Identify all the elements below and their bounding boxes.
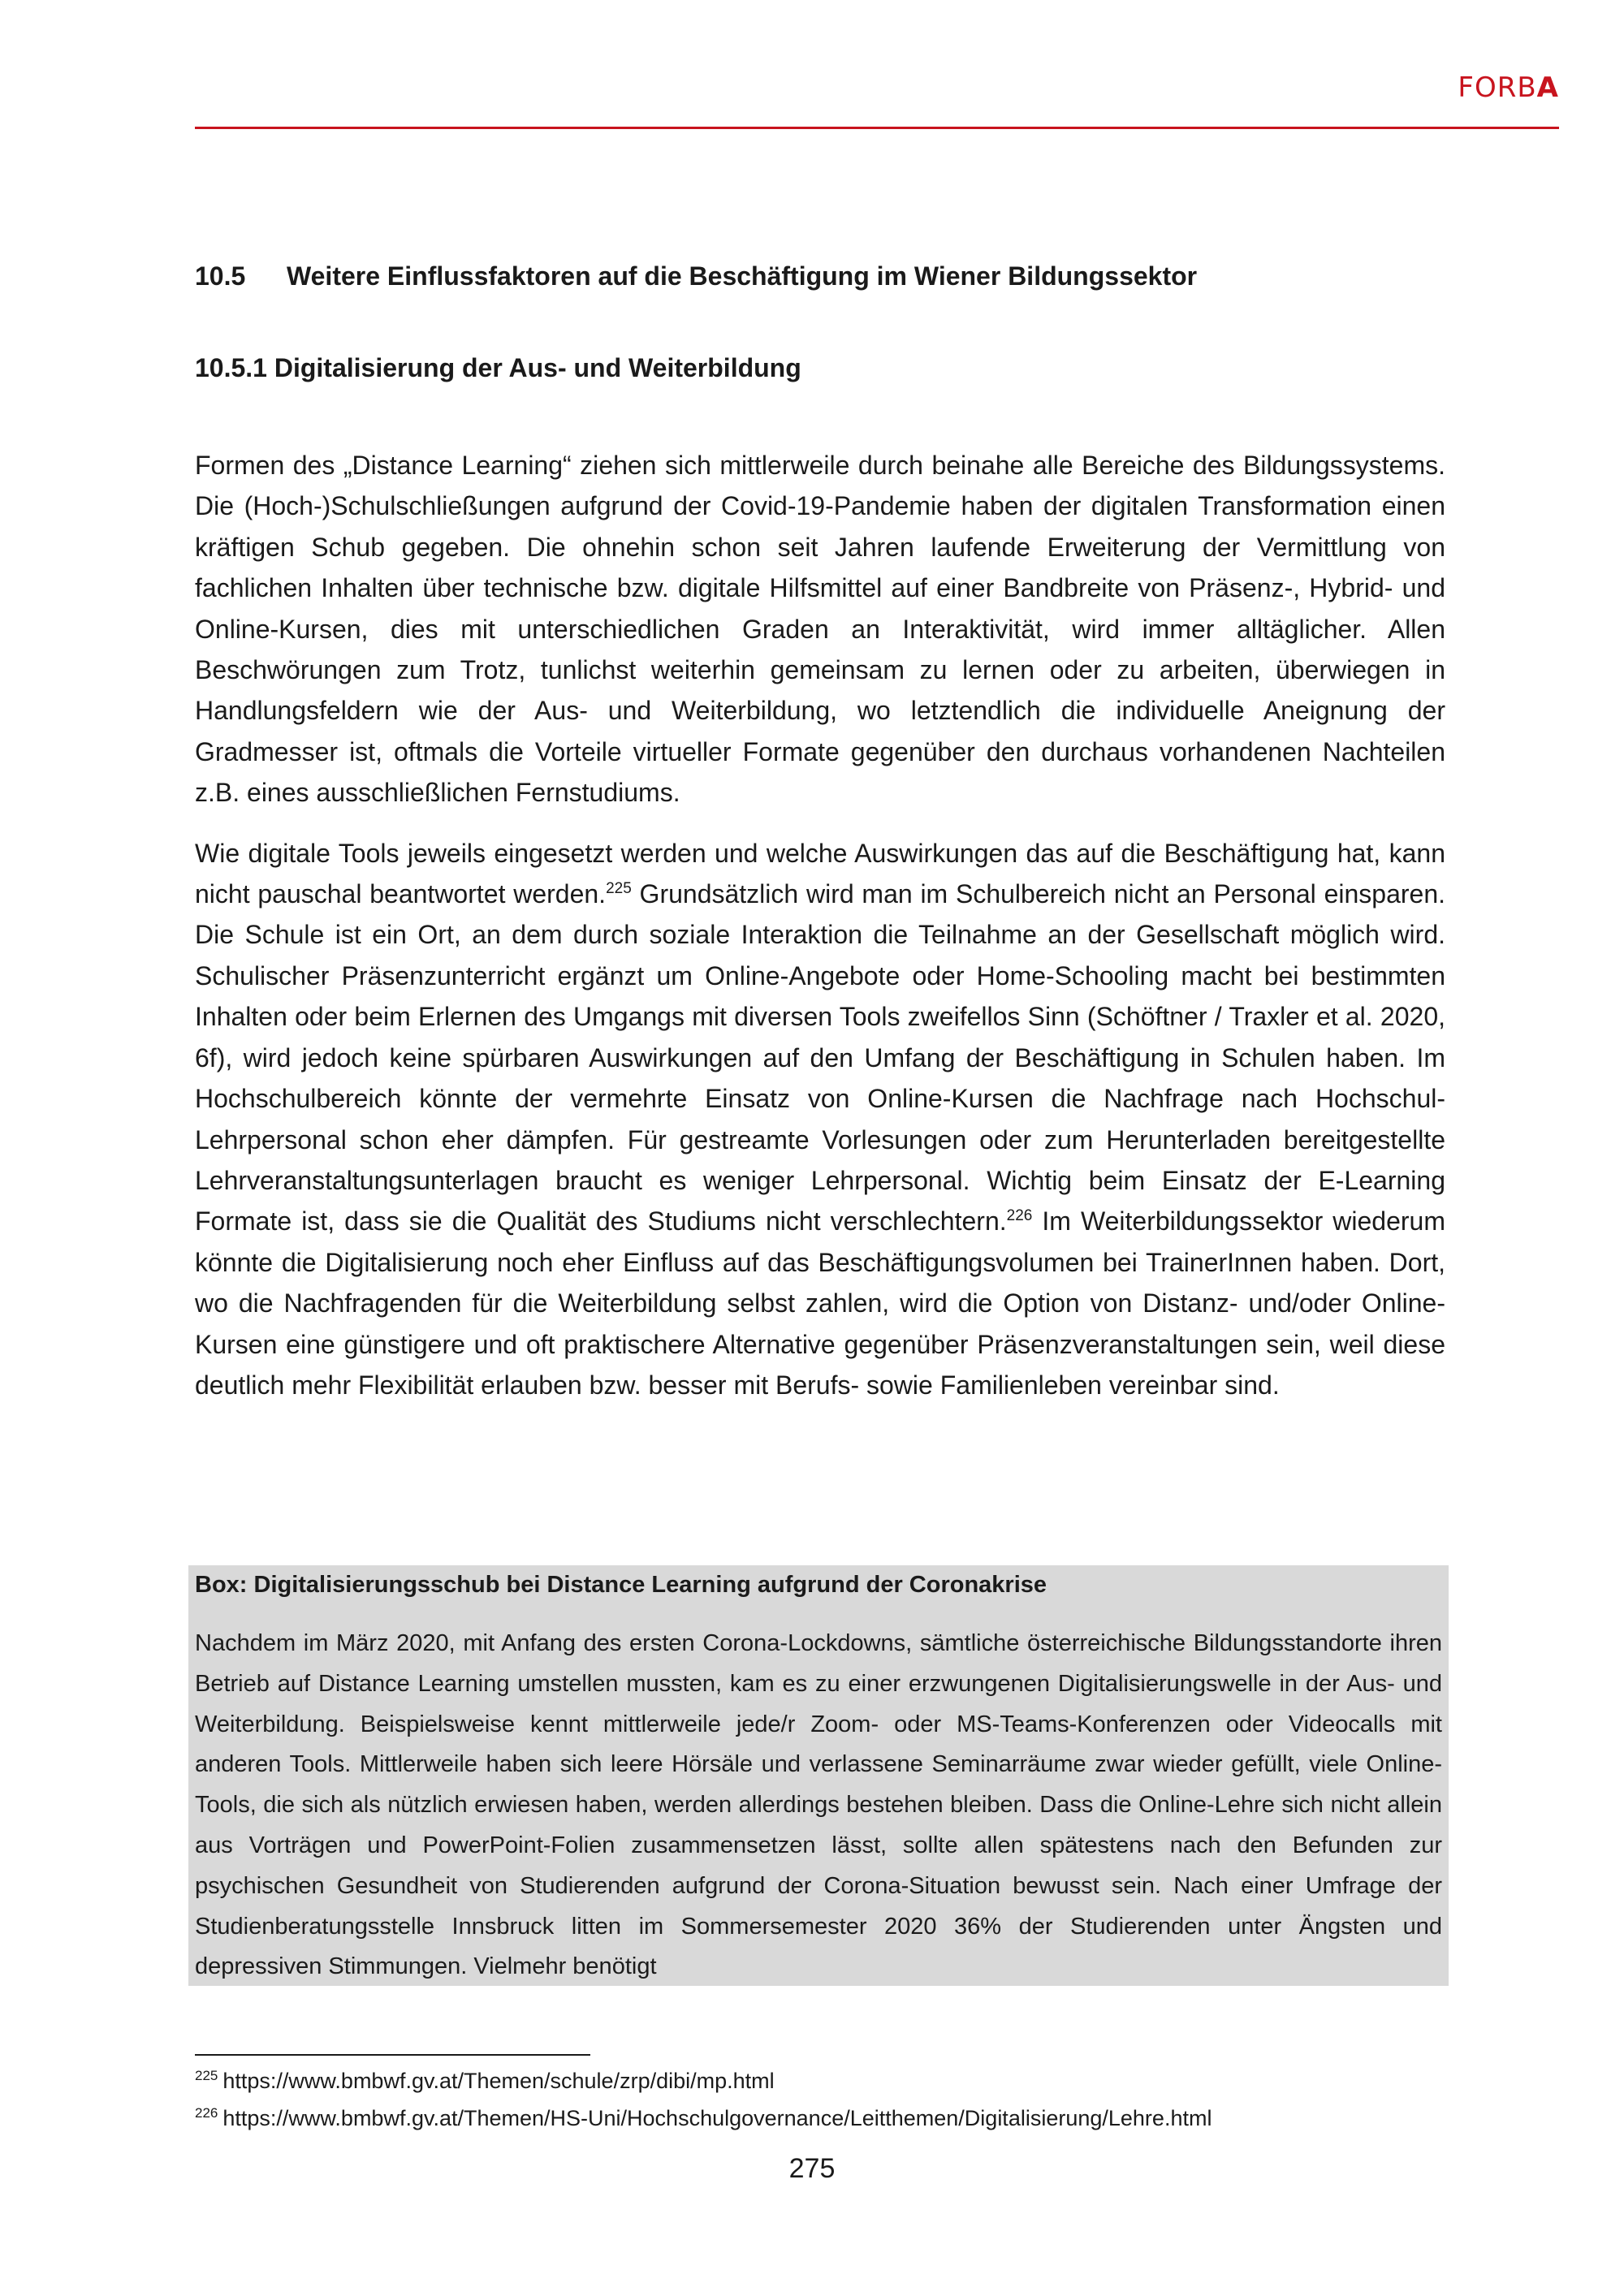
footnote-number: 225 [195, 2068, 218, 2083]
footnote [195, 2106, 1212, 2131]
footnote-ref[interactable]: 226 [1006, 1207, 1033, 1225]
header-divider [195, 127, 1559, 129]
section-title: Weitere Einflussfaktoren auf die Beschäftigung im Wiener Bildungssektor [287, 261, 1198, 291]
brand-text: FORB [1458, 71, 1537, 104]
footnote-link[interactable]: https://www.bmbwf.gv.at/Themen/HS-Uni/Hochschulgovernance/Leitthemen/Digitalisierung/Lehre.html [222, 2106, 1212, 2130]
paragraph: Formen des „Distance Learning“ ziehen sich mittlerweile durch beinahe alle Bereiche des Bildungssystems. Die (Hoch-)Schulschließungen aufgrund der Covid-19-Pandemie haben der digitalen Transformation einen kräftigen Schub gegeben. Die ohnehin schon seit Jahren laufende Erweiterung der Vermittlung von fachlichen Inhalten über technische bzw. digitale Hilfsmittel auf einer Bandbreite von Präsenz-, Hybrid- und Online-Kursen, dies mit unterschiedlichen Graden an Interaktivität, wird immer alltäglicher. Allen Beschwörungen zum Trotz, tunlichst weiterhin gemeinsam zu lernen oder zu arbeiten, überwiegen in Handlungsfeldern wie der Aus- und Weiterbildung, wo letztendlich die individuelle Aneignung der Gradmesser ist, oftmals die Vorteile virtueller Formate gegenüber den durchaus vorhandenen Nachteilen z.B. eines ausschließlichen Fernstudiums. [195, 451, 1445, 808]
footnote [195, 2069, 775, 2094]
footnote-divider [195, 2054, 590, 2056]
box-title: Box: Digitalisierungsschub bei Distance Learning aufgrund der Coronakrise [195, 1572, 1047, 1598]
paragraph-text: Grundsätzlich wird man im Schulbereich nicht an Personal einsparen. Die Schule ist ein Ort, an dem durch soziale Interaktion die Teilnahme an der Gesellschaft möglich wird. Schulischer Präsenzunterricht ergänzt um Online-Angebote oder Home-Schooling macht bei bestimmten Inhalten oder beim Erlernen des Umgangs mit diversen Tools zweifellos Sinn (Schöftner / Traxler et al. 2020, 6f), wird jedoch keine spürbaren Auswirkungen auf den Umfang der Beschäftigung in Schulen haben. Im Hochschulbereich könnte der vermehrte Einsatz von Online-Kursen die Nachfrage nach Hochschul-Lehrpersonal schon eher dämpfen. Für gestreamte Vorlesungen oder zum Herunterladen bereitgestellte Lehrveranstaltungsunterlagen braucht es weniger Lehrpersonal. Wichtig beim Einsatz der E-Learning Formate ist, dass sie die Qualität des Studiums nicht verschlechtern. [195, 879, 1446, 1236]
main-content [195, 244, 1445, 1405]
section-heading [195, 261, 1445, 291]
subsection-heading: 10.5.1 Digitalisierung der Aus- und Weiterbildung [195, 353, 801, 382]
info-box [188, 1565, 1449, 1986]
paragraph-text: Im Weiterbildungssektor wiederum könnte die Digitalisierung noch eher Einfluss auf das Beschäftigungsvolumen bei TrainerInnen haben. Dort, wo die Nachfragenden für die Weiterbildung selbst zahlen, wird die Option von Distanz- und/oder Online-Kursen eine günstigere und oft praktischere Alternative gegenüber Präsenzveranstaltungen sein, weil diese deutlich mehr Flexibilität erlauben bzw. besser mit Berufs- sowie Familienleben vereinbar sind. [195, 1206, 1446, 1400]
footnote-link[interactable]: https://www.bmbwf.gv.at/Themen/schule/zrp/dibi/mp.html [222, 2069, 775, 2093]
paragraph [195, 833, 1445, 1406]
box-text: Nachdem im März 2020, mit Anfang des ersten Corona-Lockdowns, sämtliche österreichische Bildungsstandorte ihren Betrieb auf Distance Learning umstellen mussten, kam es zu einer erzwungenen Digitalisierungswelle in der Aus- und Weiterbildung. Beispielsweise kennt mittlerweile jede/r Zoom- oder MS-Teams-Konferenzen oder Videocalls mit anderen Tools. Mittlerweile haben sich leere Hörsäle und verlassene Seminarräume zwar wieder gefüllt, viele Online-Tools, die sich als nützlich erwiesen haben, werden allerdings bestehen bleiben. Dass die Online-Lehre sich nicht allein aus Vorträgen und PowerPoint-Folien zusammensetzen lässt, sollte allen spätestens nach den Befunden zur psychischen Gesundheit von Studierenden aufgrund der Corona-Situation bewusst sein. Nach einer Umfrage der Studienberatungsstelle Innsbruck litten im Sommersemester 2020 36% der Studierenden unter Ängsten und depressiven Stimmungen. Vielmehr benötigt [195, 1630, 1442, 1980]
header-brand-logo [1458, 71, 1559, 104]
paragraph-text: Wie digitale Tools jeweils eingesetzt werden und welche Auswirkungen das auf die Beschäftigung hat, kann nicht pauschal beantwortet werden. [195, 838, 1445, 909]
footnote-ref[interactable]: 225 [606, 880, 632, 898]
section-number: 10.5 [195, 261, 246, 291]
page-number: 275 [788, 2153, 836, 2184]
footnote-number: 226 [195, 2105, 218, 2121]
brand-text-bold: A [1536, 71, 1559, 104]
